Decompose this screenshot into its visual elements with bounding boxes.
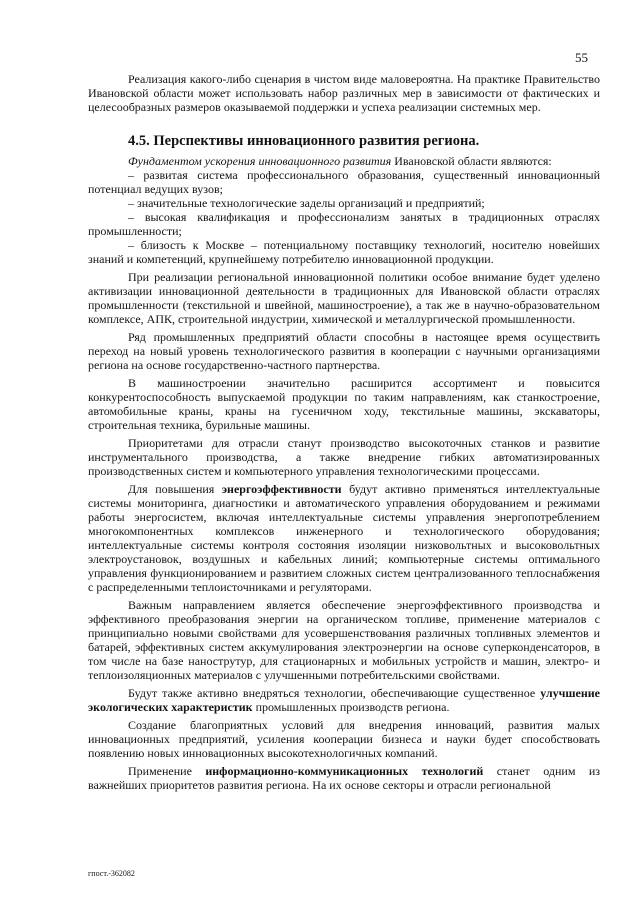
- bullet-item: – близость к Москве – потенциальному поставщику технологий, носителю новейших знаний и компетенций, крупнейшему потребителю инновационной продукции.: [88, 238, 600, 266]
- paragraph-ecology: [88, 686, 600, 714]
- bullet-item: – развитая система профессионального образования, существенный инновационный потенциал ведущих вузов;: [88, 168, 600, 196]
- p5-bold: энергоэффективности: [221, 482, 342, 496]
- fundament-italic: Фундаментом ускорения инновационного развития: [128, 154, 392, 168]
- bullet-item: – высокая квалификация и профессионализм занятых в традиционных отраслях промышленности;: [88, 210, 600, 238]
- p9-before: Применение: [128, 764, 206, 778]
- paragraph-energy-direction: Важным направлением является обеспечение энергоэффективного производства и эффективного преобразования энергии на органическом топливе, применение материалов с принципиально новыми свойствами для усовершенствования различных топливных элементов и батарей, эффективных систем аккумулирования электроэнергии на основе суперконденсаторов, в том числе на базе нанострутур, для стационарных и мобильных устройств и машин, электро- и теплоизоляционных материалов с улучшенными потребительскими свойствами.: [88, 598, 600, 682]
- p5-before: Для повышения: [128, 482, 222, 496]
- p7-bold: улучшение экологических характеристик: [88, 686, 600, 714]
- page-number: 55: [575, 50, 588, 65]
- paragraph-ict: [88, 764, 600, 792]
- p9-after: станет одним из важнейших приоритетов развития региона. На их основе секторы и отрасли региональной: [88, 764, 600, 792]
- paragraph-energy-efficiency: [88, 482, 600, 594]
- paragraph-priorities: Приоритетами для отрасли станут производство высокоточных станков и развитие инструментального производства, а также внедрение гибких автоматизированных производственных систем и компьютерного управления технологическими процессами.: [88, 436, 600, 478]
- p7-before: Будут также активно внедряться технологии, обеспечивающие существенное: [128, 686, 541, 700]
- p7-after: промышленных производств региона.: [252, 700, 450, 714]
- paragraph-enterprises: Ряд промышленных предприятий области способны в настоящее время осуществить переход на новый уровень технологического развития в кооперации с научными организациями региона на основе государственно-частного партнерства.: [88, 330, 600, 372]
- p9-bold: информационно-коммуникационных технологий: [205, 764, 484, 778]
- bullet-item: – значительные технологические заделы организаций и предприятий;: [128, 196, 485, 210]
- paragraph-innovation-conditions: Создание благоприятных условий для внедрения инноваций, развития малых инновационных предприятий, усиления кооперации бизнеса и науки будет способствовать появлению новых инновационных высокотехнологичных компаний.: [88, 718, 600, 760]
- document-body: [88, 72, 600, 792]
- paragraph-machinery: В машиностроении значительно расширится ассортимент и повысится конкурентоспособность выпускаемой продукции по таким направлениям, как станкостроение, автомобильные краны, краны на гусеничном ходу, текстильные машины, экскаваторы, строительная техника, бурильные машины.: [88, 376, 600, 432]
- section-heading: 4.5. Перспективы инновационного развития региона.: [128, 133, 480, 149]
- fundament-rest: Ивановской области являются:: [391, 154, 552, 168]
- fundament-paragraph: [88, 154, 600, 168]
- paragraph-policy: При реализации региональной инновационной политики особое внимание будет уделено активизации инновационной деятельности в традиционных для Ивановской области отраслях промышленности (текстильной и швейной, машиностроение), а так же в научно-образовательном комплексе, АПК, строительной индустрии, химической и металлургической промышленности.: [88, 270, 600, 326]
- intro-paragraph: Реализация какого-либо сценария в чистом виде маловероятна. На практике Правительство Ивановской области может использовать набор различных мер в зависимости от фактических и целесообразных размеров оказываемой поддержки и успеха реализации системных мер.: [88, 72, 600, 114]
- footer-code: гпост.-362082: [88, 869, 135, 878]
- p5-after: будут активно применяться интеллектуальные системы мониторинга, диагностики и автоматического управления оборудованием и режимами работы энергосистем, включая интеллектуальные системы управления энергопотреблением многокомпонентных комплексов инженерного и технологического оборудования; интеллектуальные системы контроля состояния изоляции низковольтных и высоковольтных электроустановок, воздушных и кабельных линий; компьютерные системы оптимального управления функционированием и развитием сложных систем централизованного теплоснабжения с распределенными теплоисточниками и регуляторами.: [88, 482, 600, 594]
